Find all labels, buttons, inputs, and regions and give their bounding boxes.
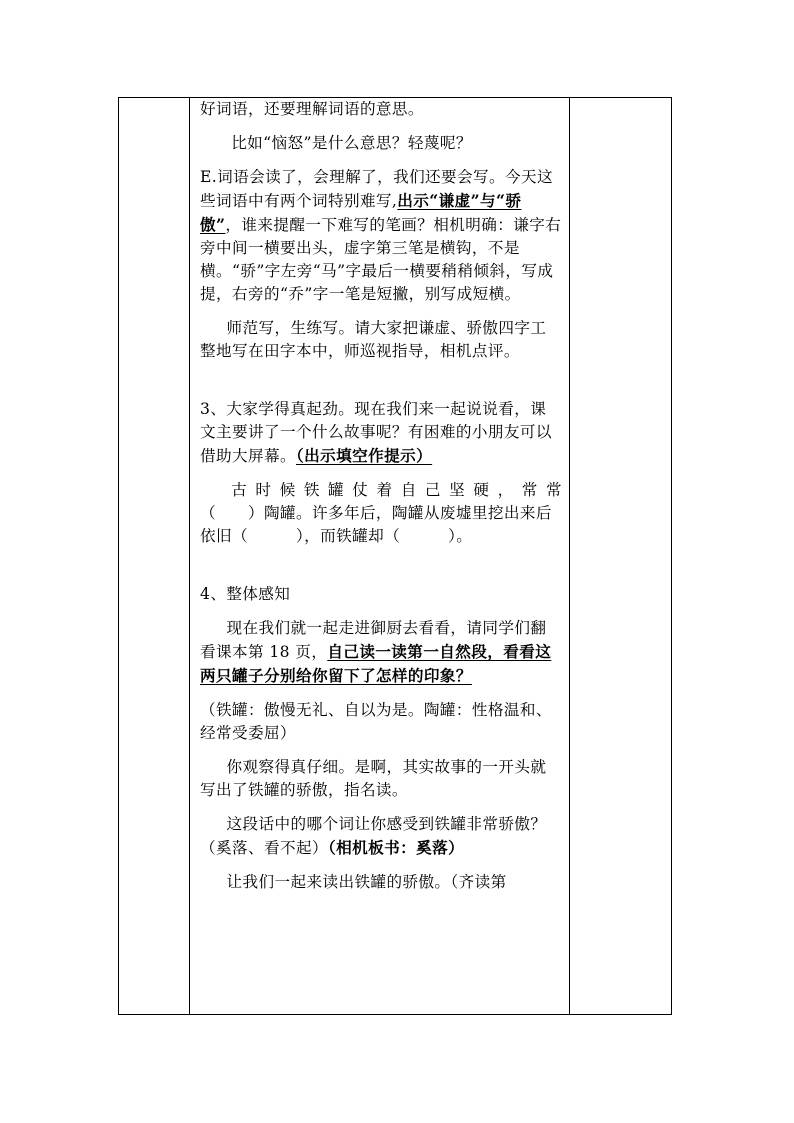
emphasis-text: （相机板书：奚落） (327, 838, 465, 857)
paragraph: 比如“恼怒”是什么意思？轻蔑呢？ (231, 134, 472, 152)
paragraph (200, 617, 562, 688)
text-run: 这段话中的哪个词让你感受到铁罐非常骄傲？（奚落、看不起） (200, 815, 547, 857)
content-cell (190, 98, 570, 1015)
text-run: ，谁来提醒一下难写的笔画？相机明确：谦字右旁中间一横要出头，虚字第三笔是横钩，不是横。“骄”字左旁“马”字最后一横要稍稍倾斜，写成提，右旁的“乔”字一笔是短撇，别写成短横。 (200, 216, 562, 303)
paragraph: 古时候铁罐仗着自己坚硬，常常 (231, 481, 562, 499)
text-run: 现在我们就一起走进御厨去看看，请同学们翻看课本第 18 页， (200, 619, 547, 661)
emphasis-text: 出示“谦虚”与“骄傲” (200, 191, 522, 234)
paragraph: 让我们一起来读出铁罐的骄傲。（齐读第 (226, 873, 507, 891)
paragraph: 好词语，还要理解词语的意思。 (200, 100, 424, 118)
paragraph (200, 398, 562, 468)
right-column-cell (570, 98, 672, 1015)
paragraph (200, 166, 562, 306)
lesson-content (190, 98, 569, 1014)
paragraph: （ ）陶罐。许多年后，陶罐从废墟里挖出来后依旧（ ），而铁罐却（ ）。 (200, 504, 552, 545)
paragraph (200, 813, 562, 860)
section-heading: 4、整体感知 (200, 585, 291, 603)
text-run: E.词语会读了，会理解了，我们还要会写。今天这些词语中有两个词特别难写, (200, 168, 554, 210)
text-run: 3、大家学得真起劲。现在我们来一起说说看，课文主要讲了一个什么故事呢？有困难的小朋友可以借助大屏幕。 (200, 400, 552, 465)
paragraph: （铁罐：傲慢无礼、自以为是。陶罐：性格温和、经常受委屈） (200, 701, 552, 742)
left-column-cell (119, 98, 190, 1015)
table-row (119, 98, 672, 1015)
paragraph: 师范写，生练写。请大家把谦虚、骄傲四字工整地写在田字本中，师巡视指导，相机点评。 (200, 319, 547, 360)
emphasis-text: （出示填空作提示） (295, 446, 433, 465)
lesson-plan-table (118, 97, 672, 1015)
emphasis-text: 自己读一读第一自然段，看看这两只罐子分别给你留下了怎样的印象？ (200, 642, 552, 685)
paragraph: 你观察得真仔细。是啊，其实故事的一开头就写出了铁罐的骄傲，指名读。 (200, 758, 547, 799)
